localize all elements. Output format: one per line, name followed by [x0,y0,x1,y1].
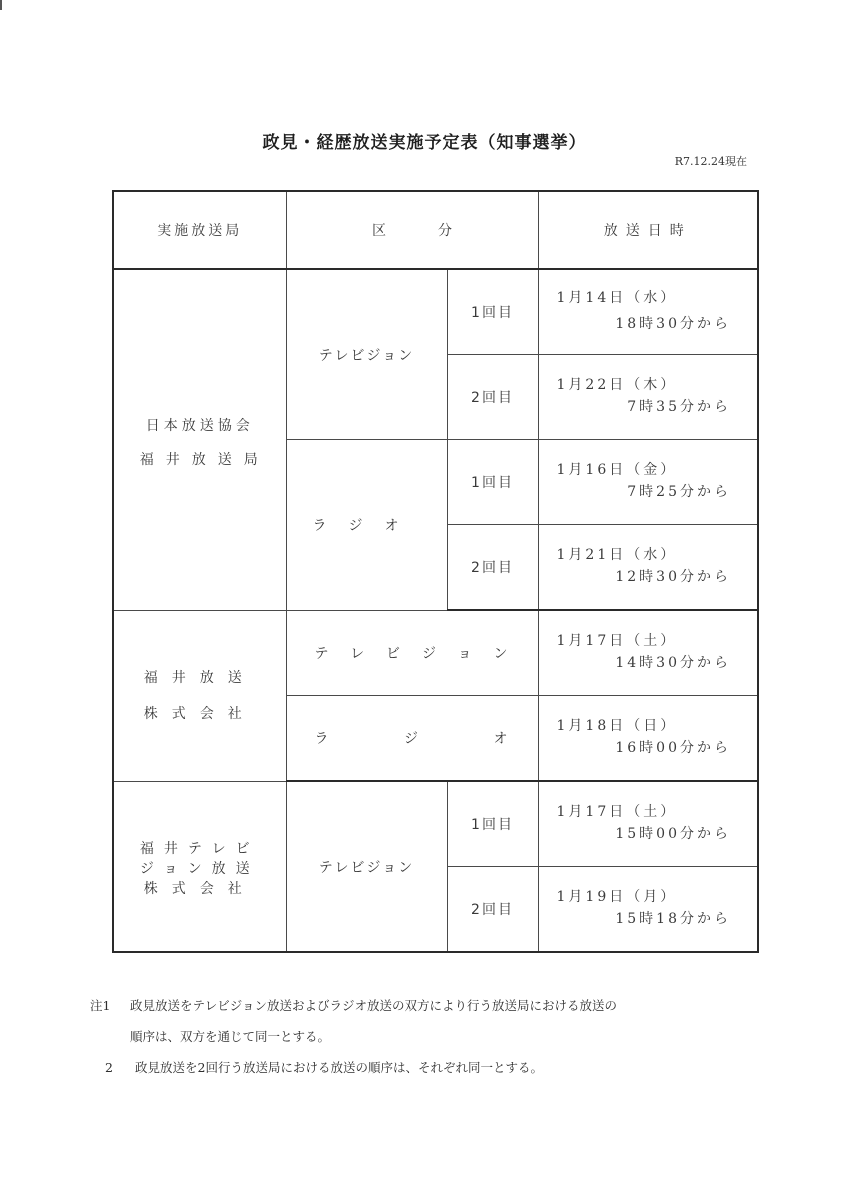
medium-television: テレビジョン [286,269,447,440]
broadcast-time: 7時25分から [627,484,731,500]
station-name-line: 福井放送 [143,669,256,686]
station-fukui-television [113,781,286,952]
header-station: 実施放送局 [113,191,286,269]
station-nhk-fukui [113,269,286,610]
broadcast-date: 1月18日（日） [556,718,678,734]
station-fukui-broadcasting [113,610,286,781]
broadcast-time: 18時30分から [615,316,731,332]
medium-radio: ラジオ [286,696,538,782]
broadcast-time: 16時00分から [615,740,731,756]
broadcast-datetime [538,610,758,696]
broadcast-time: 12時30分から [615,569,731,585]
document-title: 政見・経歴放送実施予定表（知事選挙） [262,133,587,153]
broadcast-time: 15時00分から [615,826,731,842]
broadcast-date: 1月22日（木） [556,377,678,393]
footnotes [90,990,770,1083]
broadcast-datetime [538,269,758,355]
header-classification-right: 分 [438,223,452,239]
as-of-date: R7.12.24現在 [674,155,747,168]
broadcast-time: 7時35分から [627,399,731,415]
broadcast-datetime [538,355,758,440]
header-classification-left: 区 [372,223,386,239]
station-name-line: 株式会社 [143,881,256,898]
round-label: 2回目 [447,355,538,440]
round-label: 1回目 [447,269,538,355]
scan-artifact [0,0,2,10]
table-row [113,269,758,355]
station-name-line: 日本放送協会 [145,417,254,434]
footnote-label: 2 [105,1060,113,1075]
broadcast-datetime [538,525,758,611]
footnote-2 [90,1052,770,1083]
table-row [113,610,758,696]
broadcast-time: 15時18分から [615,911,731,927]
broadcast-datetime [538,781,758,867]
table-header-row [113,191,758,269]
medium-radio: ラジオ [286,440,447,611]
broadcast-date: 1月16日（金） [556,462,678,478]
round-label: 1回目 [447,781,538,867]
station-name-line: ジョン放送 [139,861,260,878]
round-label: 2回目 [447,867,538,953]
footnote-1 [90,990,770,1021]
footnote-text: 政見放送をテレビジョン放送およびラジオ放送の双方により行う放送局における放送の [130,998,618,1013]
broadcast-date: 1月19日（月） [556,889,678,905]
station-name-line: 株式会社 [143,705,256,722]
round-label: 1回目 [447,440,538,525]
footnote-1-continuation: 順序は、双方を通じて同一とする。 [130,1029,331,1044]
broadcast-date: 1月17日（土） [556,633,678,649]
header-classification [286,191,538,269]
footnote-text: 政見放送を2回行う放送局における放送の順序は、それぞれ同一とする。 [135,1060,543,1075]
broadcast-date: 1月14日（水） [556,290,678,306]
round-label: 2回目 [447,525,538,611]
footnote-label: 注1 [90,998,111,1013]
broadcast-datetime [538,696,758,782]
station-name-line: 福井テレビ [139,841,260,858]
broadcast-schedule-table [112,190,759,953]
broadcast-date: 1月17日（土） [556,804,678,820]
broadcast-time: 14時30分から [615,655,731,671]
station-name-line: 福井放送局 [139,451,270,468]
table-row [113,781,758,867]
medium-television: テレビジョン [286,610,538,696]
broadcast-datetime [538,440,758,525]
header-datetime: 放送日時 [538,191,758,269]
broadcast-datetime [538,867,758,953]
medium-television: テレビジョン [286,781,447,952]
broadcast-date: 1月21日（水） [556,547,678,563]
